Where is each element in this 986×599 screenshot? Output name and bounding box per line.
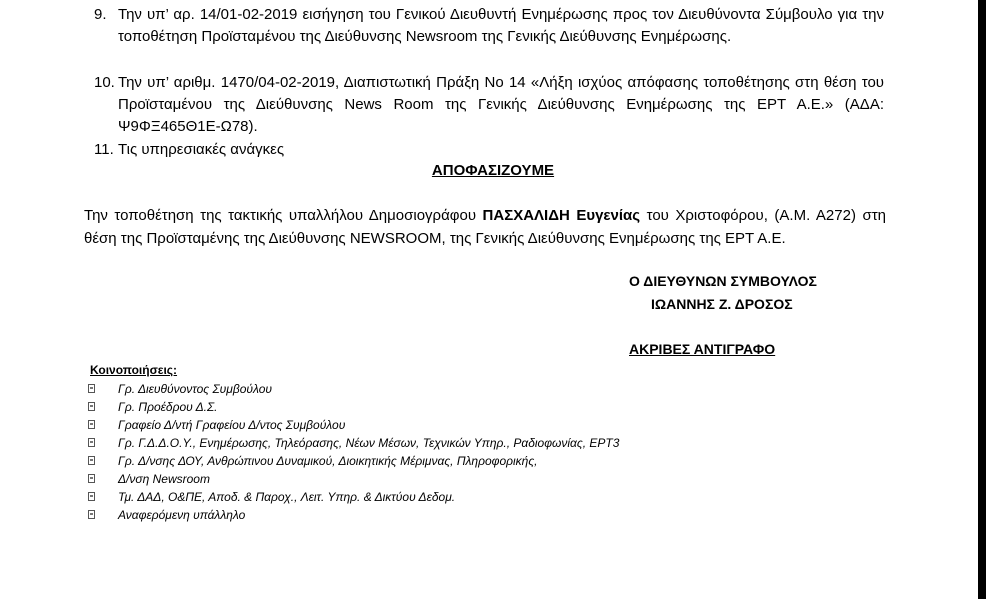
list-item xyxy=(88,470,619,488)
bullet-icon xyxy=(88,474,95,483)
notification-recipient: Αναφερόμενη υπάλληλο xyxy=(118,508,246,522)
notification-recipient: Δ/νση Newsroom xyxy=(118,472,210,486)
decision-paragraph xyxy=(84,204,886,250)
item-text: Την υπ’ αριθμ. 1470/04-02-2019, Διαπιστωτική Πράξη Νο 14 «Λήξη ισχύος απόφασης τοποθέτησης στη θέση του Προϊσταμένου της Διεύθυνσης News Room της Γενικής Διεύθυνσης Ενημέρωσης της ΕΡΤ Α.Ε.» (ΑΔΑ: Ψ9ΦΞ465Θ1Ε-Ω78). xyxy=(118,74,884,135)
list-item-10 xyxy=(94,72,884,138)
item-number: 10. xyxy=(94,74,115,91)
list-item xyxy=(88,488,619,506)
item-number: 11. xyxy=(94,141,114,158)
decision-text-before: Την τοποθέτηση της τακτικής υπαλλήλου Δημοσιογράφου xyxy=(84,207,483,224)
notification-recipient: Γρ. Γ.Δ.Δ.Ο.Υ., Ενημέρωσης, Τηλεόρασης, Νέων Μέσων, Τεχνικών Υπηρ., Ραδιοφωνίας, ΕΡΤ3 xyxy=(118,436,620,450)
list-item xyxy=(88,452,619,470)
list-item xyxy=(88,380,619,398)
notification-recipient: Τμ. ΔΑΔ, Ο&ΠΕ, Αποδ. & Παροχ., Λειτ. Υπηρ. & Δικτύου Δεδομ. xyxy=(118,490,456,504)
bullet-icon xyxy=(88,492,95,501)
item-number: 9. xyxy=(94,6,107,23)
decision-heading: ΑΠΟΦΑΣΙΖΟΥΜΕ xyxy=(431,162,555,179)
decision-text-after: του Χριστοφόρου, (Α.Μ. Α272) στη θέση της Προϊσταμένης της Διεύθυνσης NEWSROOM, της Γενικής Διεύθυνσης Ενημέρωσης της ΕΡΤ Α.Ε. xyxy=(84,207,886,247)
bullet-icon xyxy=(88,510,95,519)
notification-recipient: Γρ. Δ/νσης ΔΟΥ, Ανθρώπινου Δυναμικού, Διοικητικής Μέριμνας, Πληροφορικής, xyxy=(118,454,538,468)
list-item xyxy=(88,434,619,452)
signatory-role: Ο ΔΙΕΥΘΥΝΩΝ ΣΥΜΒΟΥΛΟΣ xyxy=(629,273,817,289)
list-item xyxy=(88,398,619,416)
notification-recipient: Γρ. Προέδρου Δ.Σ. xyxy=(118,400,218,414)
employee-name: ΠΑΣΧΑΛΙΔΗ Ευγενίας xyxy=(482,207,641,224)
item-text: Την υπ’ αρ. 14/01-02-2019 εισήγηση του Γενικού Διευθυντή Ενημέρωσης προς τον Διευθύνοντα Σύμβουλο για την τοποθέτηση Προϊσταμένου της Διεύθυνσης Newsroom της Γενικής Διεύθυνσης Ενημέρωσης. xyxy=(118,6,884,45)
bullet-icon xyxy=(88,384,95,393)
exact-copy-label: ΑΚΡΙΒΕΣ ΑΝΤΙΓΡΑΦΟ xyxy=(629,341,776,357)
list-item-9 xyxy=(94,4,884,48)
notifications-list xyxy=(88,380,619,524)
bullet-icon xyxy=(88,438,95,447)
item-text: Τις υπηρεσιακές ανάγκες xyxy=(118,141,285,158)
notification-recipient: Γρ. Διευθύνοντος Συμβούλου xyxy=(118,382,272,396)
signatory-name: ΙΩΑΝΝΗΣ Ζ. ΔΡΟΣΟΣ xyxy=(651,296,793,312)
bullet-icon xyxy=(88,420,95,429)
bullet-icon xyxy=(88,402,95,411)
list-item-11 xyxy=(94,139,884,161)
list-item xyxy=(88,506,619,524)
notifications-title: Κοινοποιήσεις: xyxy=(90,363,178,377)
bullet-icon xyxy=(88,456,95,465)
list-item xyxy=(88,416,619,434)
notification-recipient: Γραφείο Δ/ντή Γραφείου Δ/ντος Συμβούλου xyxy=(118,418,346,432)
